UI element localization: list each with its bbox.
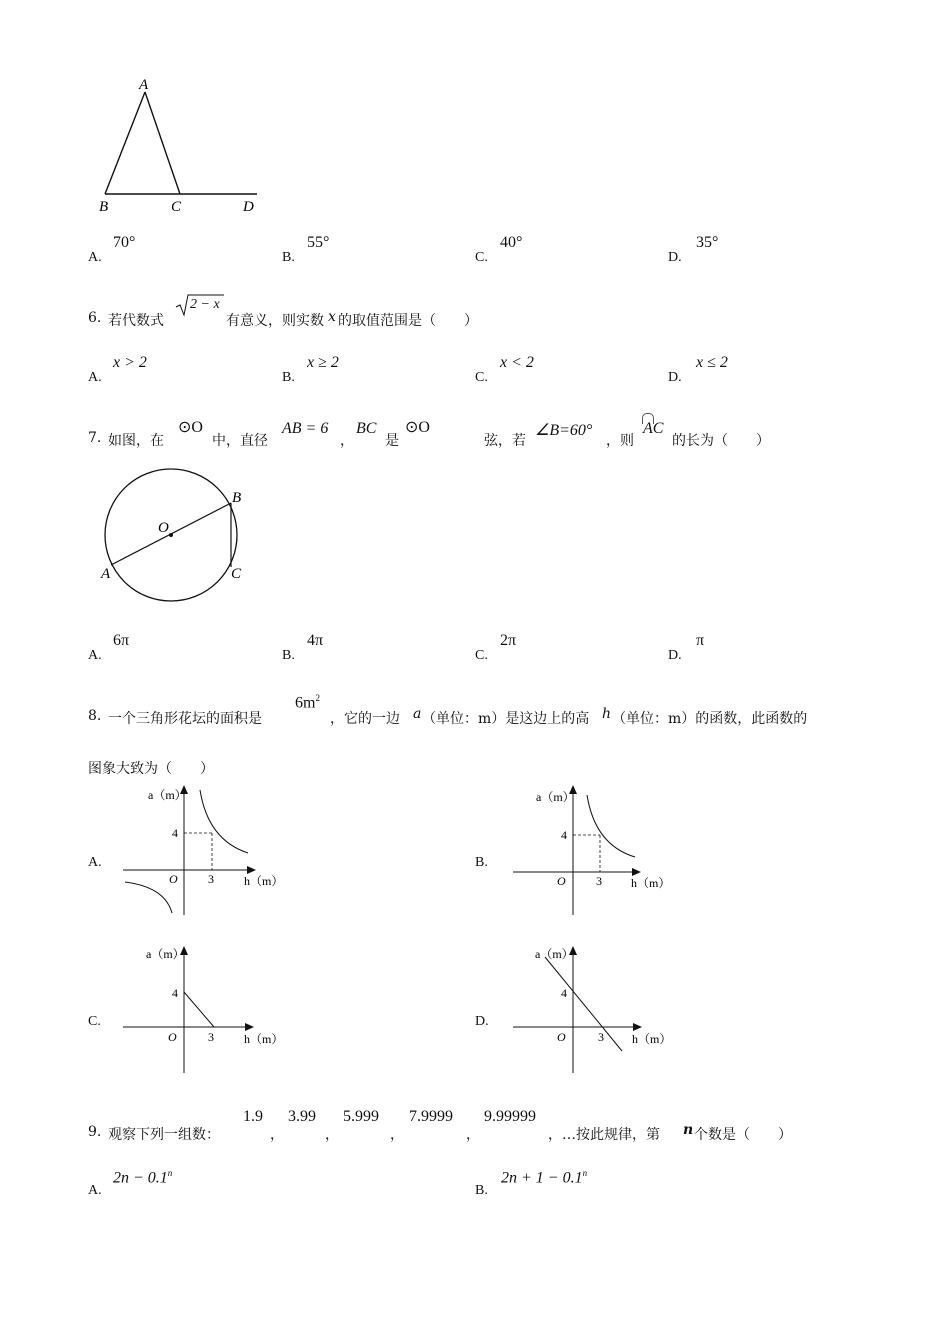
segment-c (184, 992, 214, 1027)
sequence-term: 9.99999 (484, 1108, 536, 1125)
x-axis-arrow-icon (247, 866, 256, 874)
origin-label: O (169, 872, 178, 886)
option-label: D. (668, 370, 682, 385)
option-value: $2n - 0.1^n$ (113, 1168, 173, 1187)
option-label: B. (475, 1183, 488, 1198)
sqrt-radicand: 2 − x (190, 297, 220, 312)
point-a-label: A (139, 77, 149, 93)
separator: ， (390, 1127, 404, 1143)
question-text: 观察下列一组数： (108, 1127, 220, 1143)
center-dot (169, 533, 173, 537)
option-value: 6π (113, 632, 130, 649)
option-label: C. (475, 370, 488, 385)
tick-3: 3 (596, 874, 602, 888)
variable-x: x (328, 309, 336, 325)
question-text: （单位：m）的函数，此函数的 (612, 711, 808, 727)
option-value: $2n + 1 - 0.1^n$ (501, 1168, 588, 1187)
y-axis-label: a（m） (146, 947, 185, 961)
variable-a: a (413, 706, 422, 722)
circle-figure (95, 485, 265, 610)
graph-d (510, 945, 680, 1080)
option-label: B. (282, 250, 295, 265)
question-text: 有意义，则实数 (226, 313, 324, 329)
sequence-term: 3.99 (288, 1108, 316, 1125)
point-c-label: C (171, 199, 182, 215)
option-label: A. (88, 250, 102, 265)
question-text: 是 (385, 433, 399, 449)
chord-bc: BC (356, 420, 377, 437)
question-number: 7. (88, 430, 102, 446)
option-value: x < 2 (500, 354, 534, 371)
option-label: A. (88, 648, 102, 663)
sequence-term: 5.999 (343, 1108, 379, 1125)
side-ab (105, 92, 145, 194)
option-value: 70° (113, 234, 136, 251)
y-axis-label: a（m） (535, 947, 574, 961)
graph-b (510, 785, 680, 920)
option-label: C. (475, 250, 488, 265)
option-label: A. (88, 855, 102, 870)
question-text: 一个三角形花坛的面积是 (108, 711, 262, 727)
question-text: ，则 (606, 433, 634, 449)
tick-4: 4 (561, 828, 567, 842)
x-axis-label: h（m） (631, 876, 671, 890)
tick-3: 3 (208, 872, 214, 886)
question-text: ， (340, 433, 354, 449)
point-b-label: B (99, 199, 109, 215)
option-label: B. (282, 648, 295, 663)
arc-ac: AC (643, 420, 664, 437)
separator: ， (325, 1127, 339, 1143)
y-axis-label: a（m） (536, 790, 575, 804)
option-label: C. (475, 648, 488, 663)
option-value: 55° (307, 234, 330, 251)
tick-4: 4 (561, 986, 567, 1000)
question-text: ，它的一边 (330, 711, 400, 727)
sequence-term: 1.9 (243, 1108, 263, 1125)
question-number: 8. (88, 708, 102, 724)
hyperbola-branch-1 (587, 795, 635, 857)
diameter-expr: AB = 6 (282, 420, 329, 437)
question-text: （单位：m）是这边上的高 (422, 711, 590, 727)
hyperbola-branch-3 (125, 882, 172, 913)
option-value: 4π (307, 632, 324, 649)
option-label: B. (475, 855, 488, 870)
option-label: D. (668, 648, 682, 663)
option-value: 2π (500, 632, 517, 649)
tick-4: 4 (172, 826, 178, 840)
question-number: 6. (88, 310, 102, 326)
question-text: 的取值范围是（ ） (338, 313, 478, 329)
tick-3: 3 (598, 1030, 604, 1044)
point-d-label: D (243, 199, 254, 215)
origin-label: O (557, 1030, 566, 1044)
question-text: 个数是（ ） (694, 1127, 792, 1143)
x-axis-arrow-icon (245, 1023, 254, 1031)
question-text: 中，直径 (212, 433, 268, 449)
question-text: 若代数式 (108, 313, 164, 329)
origin-label: O (557, 874, 566, 888)
area-value: $6m^2$ (295, 693, 320, 712)
question-text: 图象大致为（ ） (88, 761, 214, 777)
option-label: A. (88, 370, 102, 385)
center-label: O (158, 520, 169, 536)
graph-c (120, 945, 290, 1080)
point-c-label: C (231, 566, 242, 582)
point-b-label: B (232, 490, 242, 506)
question-text: ，…按此规律，第 (548, 1127, 660, 1143)
question-number: 9. (88, 1124, 102, 1140)
angle-expr: ∠B=60° (535, 422, 593, 439)
point-a-label: A (101, 566, 111, 582)
origin-label: O (168, 1030, 177, 1044)
side-ac (145, 92, 180, 194)
option-value: 40° (500, 234, 523, 251)
separator: ， (270, 1127, 284, 1143)
x-axis-arrow-icon (632, 868, 641, 876)
option-label: D. (475, 1014, 489, 1029)
option-label: B. (282, 370, 295, 385)
x-axis-arrow-icon (633, 1023, 642, 1031)
tick-4: 4 (172, 986, 178, 1000)
question-text: 的长为（ ） (672, 433, 770, 449)
sequence-term: 7.9999 (409, 1108, 453, 1125)
tick-3: 3 (208, 1030, 214, 1044)
graph-a (120, 785, 290, 920)
question-text: 如图，在 (108, 433, 164, 449)
option-value: x ≥ 2 (307, 354, 339, 371)
hyperbola-branch-1 (200, 790, 248, 853)
option-label: A. (88, 1183, 102, 1198)
option-value: π (696, 632, 705, 649)
option-value: x ≤ 2 (696, 354, 728, 371)
option-label: C. (88, 1014, 101, 1029)
option-label: D. (668, 250, 682, 265)
x-axis-label: h（m） (244, 874, 284, 888)
separator: ， (466, 1127, 480, 1143)
variable-n: n (683, 1122, 694, 1138)
circle-symbol: ⊙O (178, 419, 203, 436)
option-value: 35° (696, 234, 719, 251)
x-axis-label: h（m） (244, 1032, 284, 1046)
circle-symbol: ⊙O (405, 419, 430, 436)
triangle-figure (95, 72, 270, 217)
option-value: x > 2 (113, 354, 147, 371)
question-text: 弦，若 (484, 433, 526, 449)
y-axis-label: a（m） (148, 788, 187, 802)
x-axis-label: h（m） (632, 1032, 672, 1046)
variable-h: h (602, 706, 612, 722)
